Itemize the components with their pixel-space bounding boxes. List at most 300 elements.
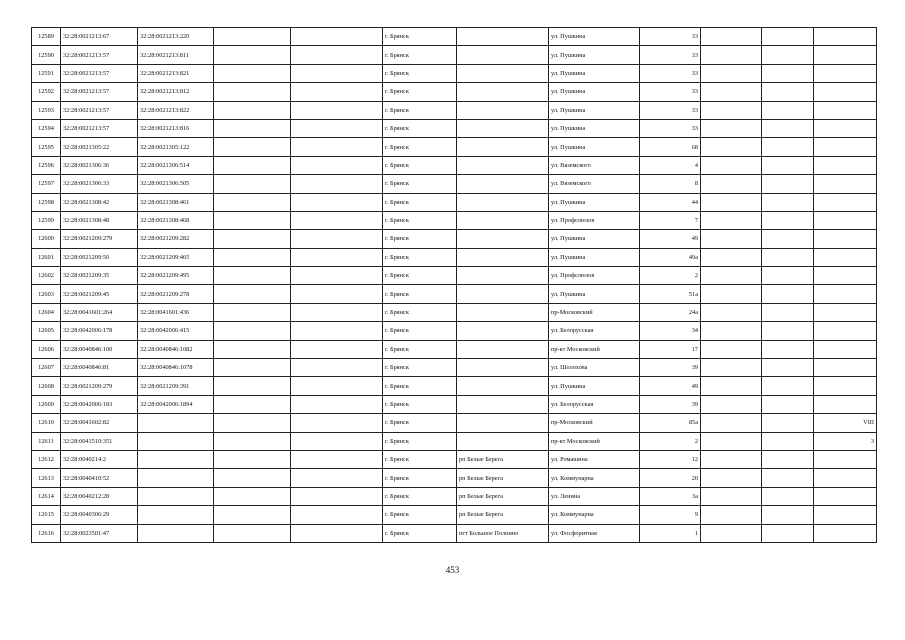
cell-col-12 (762, 322, 814, 340)
cell-col-5 (291, 359, 383, 377)
cell-city: г. Брянск (383, 340, 457, 358)
cell-col-12 (762, 340, 814, 358)
cell-col-5 (291, 340, 383, 358)
cell-house-number: 33 (640, 46, 701, 64)
cell-row-number: 12602 (32, 267, 61, 285)
cell-col-12 (762, 432, 814, 450)
cell-row-number: 12591 (32, 64, 61, 82)
table-row (32, 175, 877, 193)
table-row (32, 28, 877, 46)
cell-col-12 (762, 138, 814, 156)
cell-row-number: 12595 (32, 138, 61, 156)
table-row (32, 450, 877, 468)
cell-row-number: 12604 (32, 303, 61, 321)
cell-settlement (457, 156, 549, 174)
cell-object-cadastral-number: 32:28:0021209:495 (138, 267, 214, 285)
cell-city: г. Брянск (383, 156, 457, 174)
cell-apartment (814, 138, 877, 156)
cell-col-5 (291, 450, 383, 468)
cell-house-number: 3а (640, 487, 701, 505)
cell-col-11 (701, 175, 762, 193)
cell-house-number: 17 (640, 340, 701, 358)
cell-row-number: 12603 (32, 285, 61, 303)
cell-street: ул. Пушкина (549, 101, 640, 119)
cell-row-number: 12608 (32, 377, 61, 395)
cell-settlement (457, 248, 549, 266)
cell-col-5 (291, 506, 383, 524)
cell-city: г. Брянск (383, 28, 457, 46)
cell-city: г. Брянск (383, 359, 457, 377)
cell-apartment (814, 524, 877, 542)
cell-street: ул. Белорусская (549, 322, 640, 340)
cell-object-cadastral-number: 32:28:0021213:811 (138, 46, 214, 64)
cell-col-11 (701, 359, 762, 377)
cell-col-4 (214, 119, 291, 137)
cell-col-11 (701, 377, 762, 395)
cell-apartment (814, 156, 877, 174)
cell-settlement (457, 285, 549, 303)
cell-row-number: 12612 (32, 450, 61, 468)
cell-col-12 (762, 230, 814, 248)
cell-apartment (814, 303, 877, 321)
table-row (32, 395, 877, 413)
cell-house-number: 33 (640, 28, 701, 46)
table-row (32, 506, 877, 524)
table-row (32, 138, 877, 156)
cell-row-number: 12610 (32, 414, 61, 432)
cell-street: ул. Коммунарна (549, 469, 640, 487)
cell-col-11 (701, 83, 762, 101)
cell-col-4 (214, 83, 291, 101)
cell-city: г. Брянск (383, 175, 457, 193)
cell-settlement (457, 83, 549, 101)
cell-house-number: 12 (640, 450, 701, 468)
cell-col-5 (291, 175, 383, 193)
cell-house-number: 68 (640, 138, 701, 156)
cell-col-4 (214, 156, 291, 174)
cell-apartment (814, 395, 877, 413)
cell-city: г. Брянск (383, 395, 457, 413)
cell-col-4 (214, 230, 291, 248)
cell-street: ул. Белорусская (549, 395, 640, 413)
cell-col-4 (214, 211, 291, 229)
cell-object-cadastral-number: 32:28:0021305:122 (138, 138, 214, 156)
cell-col-12 (762, 175, 814, 193)
cell-house-number: 51а (640, 285, 701, 303)
cell-row-number: 12592 (32, 83, 61, 101)
cell-col-5 (291, 64, 383, 82)
cell-col-4 (214, 267, 291, 285)
cell-col-12 (762, 46, 814, 64)
cell-street: ул. Профсоюзов (549, 267, 640, 285)
table-row (32, 303, 877, 321)
cell-row-number: 12590 (32, 46, 61, 64)
cell-city: г. Брянск (383, 267, 457, 285)
cell-house-number: 9 (640, 506, 701, 524)
cell-cadastral-number: 32:28:0021213:57 (61, 101, 138, 119)
cell-apartment: 3 (814, 432, 877, 450)
cell-settlement: рп Белые Берега (457, 487, 549, 505)
cell-col-5 (291, 524, 383, 542)
cell-cadastral-number: 32:28:0041601:264 (61, 303, 138, 321)
cell-col-5 (291, 395, 383, 413)
cell-col-5 (291, 156, 383, 174)
cell-settlement (457, 101, 549, 119)
cell-col-4 (214, 506, 291, 524)
cell-apartment (814, 230, 877, 248)
cell-col-5 (291, 119, 383, 137)
cell-object-cadastral-number (138, 487, 214, 505)
cell-house-number: 33 (640, 101, 701, 119)
cell-col-5 (291, 46, 383, 64)
cell-col-12 (762, 285, 814, 303)
cell-object-cadastral-number (138, 414, 214, 432)
cell-cadastral-number: 32:28:0041510:351 (61, 432, 138, 450)
cell-cadastral-number: 32:28:0021308:42 (61, 193, 138, 211)
cell-col-12 (762, 359, 814, 377)
cell-cadastral-number: 32:28:0021209:35 (61, 267, 138, 285)
cell-col-11 (701, 414, 762, 432)
cell-object-cadastral-number: 32:28:0021213:816 (138, 119, 214, 137)
cell-apartment (814, 340, 877, 358)
cell-row-number: 12600 (32, 230, 61, 248)
table-row (32, 46, 877, 64)
cell-col-11 (701, 193, 762, 211)
cell-row-number: 12605 (32, 322, 61, 340)
cell-cadastral-number: 32:28:0021213:57 (61, 83, 138, 101)
cell-col-4 (214, 414, 291, 432)
cell-col-11 (701, 267, 762, 285)
cell-col-11 (701, 119, 762, 137)
table-row (32, 64, 877, 82)
cell-street: ул. Пушкина (549, 46, 640, 64)
cell-row-number: 12593 (32, 101, 61, 119)
cell-settlement (457, 211, 549, 229)
cell-apartment (814, 322, 877, 340)
cell-settlement (457, 340, 549, 358)
cell-object-cadastral-number: 32:28:0042006:415 (138, 322, 214, 340)
cell-cadastral-number: 32:28:0021209:45 (61, 285, 138, 303)
cell-city: г. Брянск (383, 83, 457, 101)
cell-apartment (814, 267, 877, 285)
cell-col-11 (701, 156, 762, 174)
cell-city: г. Брянск (383, 230, 457, 248)
cell-house-number: 4 (640, 156, 701, 174)
cell-house-number: 33 (640, 64, 701, 82)
cell-col-12 (762, 83, 814, 101)
cell-house-number: 34 (640, 322, 701, 340)
cell-col-4 (214, 450, 291, 468)
table-row (32, 156, 877, 174)
cell-col-4 (214, 193, 291, 211)
cell-col-12 (762, 377, 814, 395)
cell-apartment (814, 119, 877, 137)
cell-row-number: 12594 (32, 119, 61, 137)
table-row (32, 285, 877, 303)
cell-row-number: 12614 (32, 487, 61, 505)
cell-col-4 (214, 46, 291, 64)
cell-apartment (814, 285, 877, 303)
cell-city: г. Брянск (383, 524, 457, 542)
cell-cadastral-number: 32:28:0040214:2 (61, 450, 138, 468)
cell-col-11 (701, 469, 762, 487)
cell-city: г. Брянск (383, 303, 457, 321)
cell-object-cadastral-number: 32:28:0021213:822 (138, 101, 214, 119)
cell-col-4 (214, 322, 291, 340)
cell-col-11 (701, 340, 762, 358)
cell-house-number: 39 (640, 395, 701, 413)
cell-settlement (457, 193, 549, 211)
cell-street: пр-кт Московский (549, 432, 640, 450)
cell-row-number: 12599 (32, 211, 61, 229)
cell-cadastral-number: 32:28:0021209:279 (61, 377, 138, 395)
cell-col-11 (701, 285, 762, 303)
cell-col-11 (701, 64, 762, 82)
cell-col-11 (701, 432, 762, 450)
cell-settlement (457, 303, 549, 321)
table-row (32, 487, 877, 505)
cell-street: ул. Ромашина (549, 450, 640, 468)
table-row (32, 359, 877, 377)
cell-col-12 (762, 506, 814, 524)
cell-object-cadastral-number (138, 524, 214, 542)
cell-apartment (814, 506, 877, 524)
cell-object-cadastral-number: 32:28:0021209:278 (138, 285, 214, 303)
cell-street: ул. Вяземского (549, 156, 640, 174)
cell-col-12 (762, 267, 814, 285)
cell-col-11 (701, 322, 762, 340)
cell-object-cadastral-number (138, 450, 214, 468)
table-row (32, 414, 877, 432)
cell-col-12 (762, 248, 814, 266)
cell-col-12 (762, 211, 814, 229)
cell-cadastral-number: 32:28:0021213:57 (61, 119, 138, 137)
cell-house-number: 49а (640, 248, 701, 266)
cell-object-cadastral-number: 32:28:0040846:1078 (138, 359, 214, 377)
cell-cadastral-number: 32:28:0021213:57 (61, 46, 138, 64)
cell-apartment: VIII (814, 414, 877, 432)
cell-city: г. Брянск (383, 487, 457, 505)
cell-house-number: 49 (640, 230, 701, 248)
cell-col-5 (291, 303, 383, 321)
cell-apartment (814, 469, 877, 487)
cell-col-11 (701, 506, 762, 524)
cell-col-4 (214, 28, 291, 46)
cell-object-cadastral-number: 32:28:0021209:282 (138, 230, 214, 248)
cell-col-12 (762, 414, 814, 432)
cell-col-11 (701, 524, 762, 542)
cell-settlement (457, 138, 549, 156)
cell-object-cadastral-number: 32:28:0041601:436 (138, 303, 214, 321)
cell-col-4 (214, 175, 291, 193)
cell-col-12 (762, 469, 814, 487)
cell-col-5 (291, 469, 383, 487)
cell-row-number: 12616 (32, 524, 61, 542)
cell-street: ул. Пушкина (549, 248, 640, 266)
cell-city: г. Брянск (383, 322, 457, 340)
cell-house-number: 7 (640, 211, 701, 229)
cell-street: пр-кт Московский (549, 340, 640, 358)
cell-col-5 (291, 83, 383, 101)
cell-apartment (814, 487, 877, 505)
cell-apartment (814, 175, 877, 193)
table-row (32, 119, 877, 137)
cell-settlement (457, 28, 549, 46)
cell-settlement: рп Белые Берега (457, 450, 549, 468)
cell-settlement (457, 175, 549, 193)
cell-apartment (814, 359, 877, 377)
cell-apartment (814, 83, 877, 101)
cell-col-4 (214, 469, 291, 487)
cell-cadastral-number: 32:28:0040846:81 (61, 359, 138, 377)
cell-street: ул. Ленина (549, 487, 640, 505)
cell-col-5 (291, 322, 383, 340)
cell-col-11 (701, 138, 762, 156)
cell-col-12 (762, 28, 814, 46)
cell-street: ул. Пушкина (549, 193, 640, 211)
cell-house-number: 85а (640, 414, 701, 432)
table-row (32, 193, 877, 211)
cell-house-number: 44 (640, 193, 701, 211)
cell-col-11 (701, 230, 762, 248)
cell-settlement (457, 64, 549, 82)
cell-col-11 (701, 487, 762, 505)
cell-object-cadastral-number: 32:28:0040846:1082 (138, 340, 214, 358)
cell-house-number: 1 (640, 524, 701, 542)
cell-col-4 (214, 340, 291, 358)
cell-cadastral-number: 32:28:0021213:67 (61, 28, 138, 46)
table-row (32, 267, 877, 285)
cell-col-12 (762, 303, 814, 321)
cell-apartment (814, 450, 877, 468)
cell-city: г. Брянск (383, 450, 457, 468)
cell-col-11 (701, 211, 762, 229)
cell-street: ул. Пушкина (549, 83, 640, 101)
cell-apartment (814, 248, 877, 266)
cell-col-4 (214, 248, 291, 266)
cell-apartment (814, 64, 877, 82)
cell-object-cadastral-number: 32:28:0021306:505 (138, 175, 214, 193)
cell-row-number: 12606 (32, 340, 61, 358)
cell-city: г. Брянск (383, 193, 457, 211)
cell-street: ул. Вяземского (549, 175, 640, 193)
cell-cadastral-number: 32:28:0040212:28 (61, 487, 138, 505)
cell-col-5 (291, 487, 383, 505)
cell-col-11 (701, 101, 762, 119)
cell-city: г. Брянск (383, 469, 457, 487)
cell-object-cadastral-number (138, 469, 214, 487)
table-row (32, 524, 877, 542)
cell-city: г. Брянск (383, 432, 457, 450)
cell-cadastral-number: 32:28:0040846:100 (61, 340, 138, 358)
cell-col-12 (762, 395, 814, 413)
cell-settlement (457, 377, 549, 395)
cell-street: ул. Фосфоритная (549, 524, 640, 542)
cell-settlement (457, 267, 549, 285)
cell-object-cadastral-number: 32:28:0021306:514 (138, 156, 214, 174)
cell-col-5 (291, 377, 383, 395)
cell-col-12 (762, 193, 814, 211)
cell-col-4 (214, 377, 291, 395)
cell-col-12 (762, 101, 814, 119)
cell-row-number: 12601 (32, 248, 61, 266)
cell-street: ул. Пушкина (549, 285, 640, 303)
cell-cadastral-number: 32:28:0041602:82 (61, 414, 138, 432)
cell-cadastral-number: 32:28:0021308:48 (61, 211, 138, 229)
cell-city: г. Брянск (383, 119, 457, 137)
cell-col-11 (701, 303, 762, 321)
cell-street: ул. Профсоюзов (549, 211, 640, 229)
cell-row-number: 12607 (32, 359, 61, 377)
cell-city: г. Брянск (383, 506, 457, 524)
cell-col-11 (701, 450, 762, 468)
cell-settlement (457, 414, 549, 432)
cell-settlement (457, 46, 549, 64)
cell-house-number: 2 (640, 267, 701, 285)
cell-col-12 (762, 450, 814, 468)
cell-city: г. Брянск (383, 414, 457, 432)
cell-settlement (457, 230, 549, 248)
cell-house-number: 20 (640, 469, 701, 487)
cell-cadastral-number: 32:28:0021213:57 (61, 64, 138, 82)
cell-col-12 (762, 156, 814, 174)
cell-cadastral-number: 32:28:0040410:52 (61, 469, 138, 487)
cell-col-12 (762, 524, 814, 542)
cell-object-cadastral-number: 32:28:0021213:220 (138, 28, 214, 46)
cell-col-5 (291, 28, 383, 46)
cell-col-5 (291, 267, 383, 285)
cell-col-5 (291, 101, 383, 119)
cell-object-cadastral-number (138, 432, 214, 450)
cell-city: г. Брянск (383, 46, 457, 64)
cell-settlement (457, 432, 549, 450)
cell-street: ул. Коммунарна (549, 506, 640, 524)
table-row (32, 211, 877, 229)
cell-col-4 (214, 432, 291, 450)
cell-col-4 (214, 303, 291, 321)
cell-col-5 (291, 211, 383, 229)
cell-cadastral-number: 32:28:0021306:33 (61, 175, 138, 193)
cell-cadastral-number: 32:28:0021209:50 (61, 248, 138, 266)
cell-house-number: 8 (640, 175, 701, 193)
cell-col-11 (701, 28, 762, 46)
cell-street: пр-Московский (549, 303, 640, 321)
cell-apartment (814, 46, 877, 64)
page-number: 453 (445, 565, 460, 575)
cell-settlement (457, 322, 549, 340)
cell-house-number: 49 (640, 377, 701, 395)
cell-object-cadastral-number: 32:28:0021213:812 (138, 83, 214, 101)
cell-city: г. Брянск (383, 64, 457, 82)
cell-col-4 (214, 395, 291, 413)
cell-object-cadastral-number: 32:28:0021209:465 (138, 248, 214, 266)
cell-row-number: 12609 (32, 395, 61, 413)
cell-col-5 (291, 230, 383, 248)
cell-col-4 (214, 487, 291, 505)
cell-settlement (457, 359, 549, 377)
cell-settlement: рп Белые Берега (457, 506, 549, 524)
cell-col-11 (701, 395, 762, 413)
cell-street: ул. Пушкина (549, 230, 640, 248)
cell-cadastral-number: 32:28:0042006:178 (61, 322, 138, 340)
cell-settlement (457, 119, 549, 137)
cell-col-11 (701, 46, 762, 64)
cell-col-4 (214, 524, 291, 542)
cell-cadastral-number: 32:28:0021209:279 (61, 230, 138, 248)
cell-col-4 (214, 359, 291, 377)
table-row (32, 469, 877, 487)
cell-settlement: рп Белые Берега (457, 469, 549, 487)
